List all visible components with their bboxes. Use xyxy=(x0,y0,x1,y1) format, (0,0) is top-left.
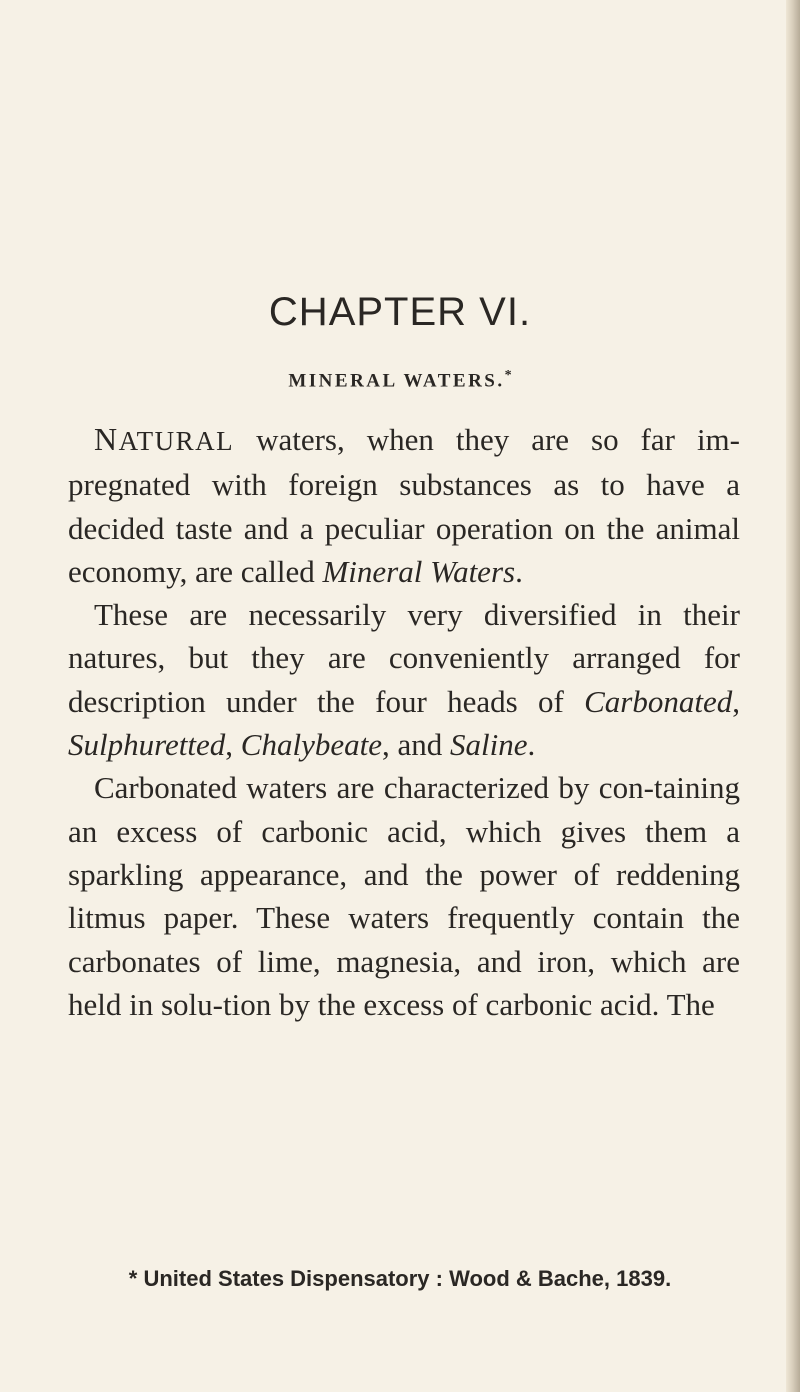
term-chalybeate: Chalybeate xyxy=(240,727,382,763)
paragraph-3: Carbonated waters are characterized by con-taining an excess of carbonic acid, which gives them a sparkling appearance, and the power of reddening litmus paper. These waters frequently contain the carbonates of lime, magnesia, and iron, which are held in solu-tion by the excess of carbonic acid. The xyxy=(68,770,740,1022)
p1-text-b: . xyxy=(515,553,523,589)
term-sulphuretted: Sulphuretted xyxy=(68,727,226,763)
term-carbonated: Carbonated xyxy=(584,683,733,719)
paragraph-1 xyxy=(68,418,740,593)
lead-rest: ATURAL xyxy=(118,426,235,456)
p2-sep-2: , xyxy=(225,727,241,763)
section-title xyxy=(0,368,800,392)
p2-sep-1: , xyxy=(732,683,740,719)
lead-small-caps xyxy=(94,421,235,457)
p1-text-a: waters, when they are so far im-pregnated with foreign substances as to have a decided taste and a peculiar operation on the animal economy, are called xyxy=(68,422,740,589)
paragraph-2 xyxy=(68,593,740,766)
footnote-text: United States Dispensatory : Wood & Bache, 1839. xyxy=(143,1266,672,1291)
term-mineral-waters: Mineral Waters xyxy=(322,553,516,589)
body-text xyxy=(68,418,740,1026)
p2-text-b: . xyxy=(527,727,536,763)
lead-cap: N xyxy=(94,421,119,457)
page-edge xyxy=(786,0,800,1392)
p2-sep-3: , and xyxy=(381,727,450,763)
p2-text-a: These are necessarily very diversified in their natures, but they are conveniently arranged for description under the four heads of xyxy=(68,597,740,719)
term-saline: Saline xyxy=(449,727,528,763)
footnote-mark: * xyxy=(128,1266,138,1291)
section-title-text: MINERAL WATERS. xyxy=(288,370,505,392)
chapter-heading: CHAPTER VI. xyxy=(268,290,532,334)
footnote xyxy=(0,1266,800,1292)
footnote-marker: * xyxy=(504,368,512,383)
